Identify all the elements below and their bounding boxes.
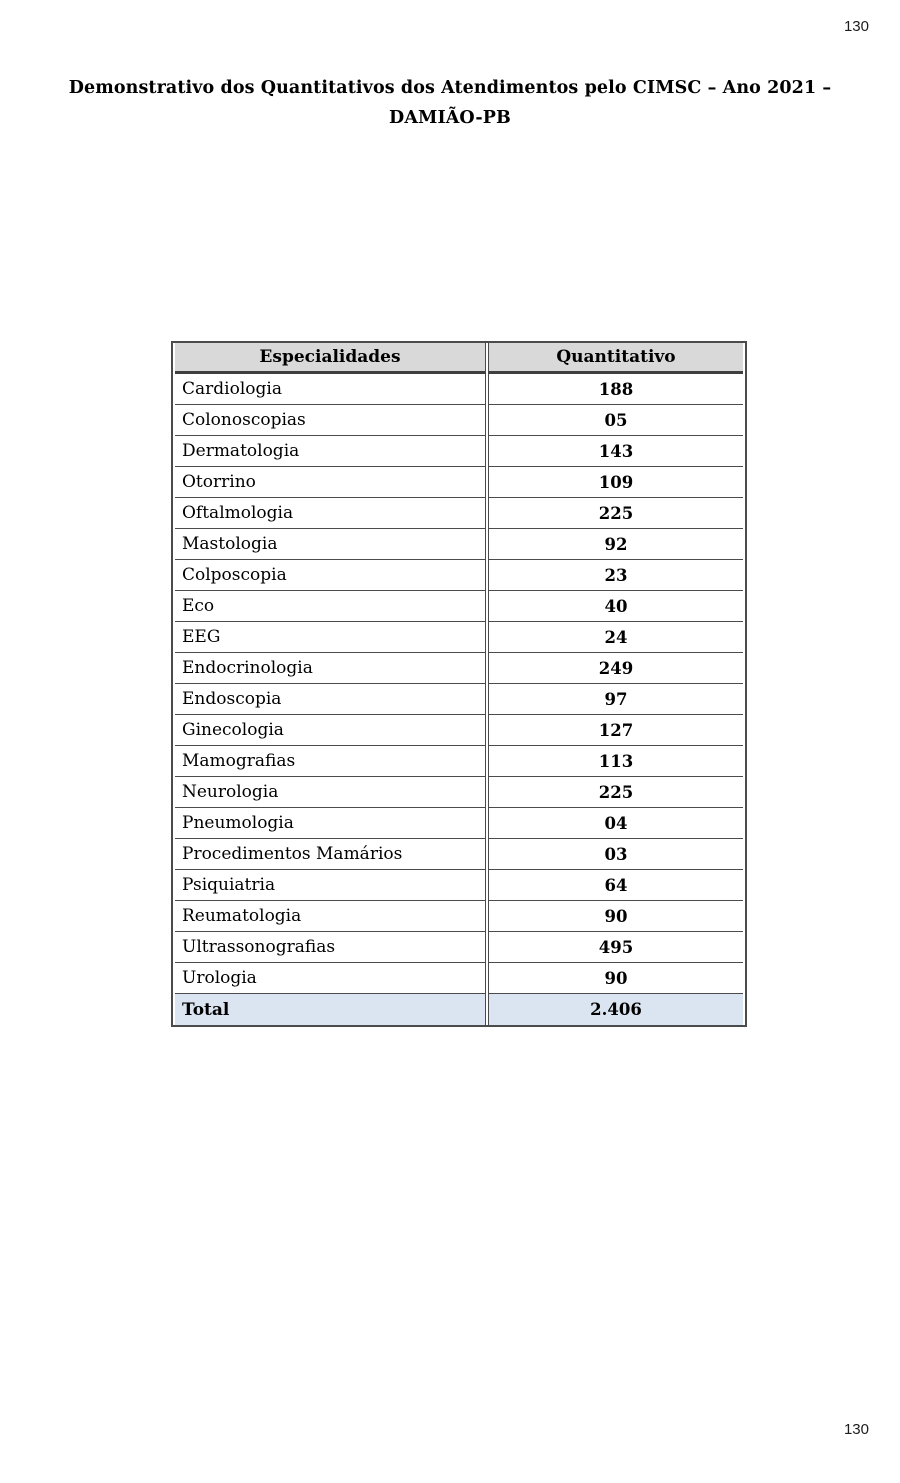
table-row xyxy=(175,467,743,498)
quantity-cell: 495 xyxy=(488,932,743,963)
table-row xyxy=(175,498,743,529)
quantity-cell: 109 xyxy=(488,467,743,498)
table-row xyxy=(175,591,743,622)
column-header-quantitativo: Quantitativo xyxy=(488,343,743,374)
specialty-cell: EEG xyxy=(175,622,486,653)
page-number-top: 130 xyxy=(843,18,869,35)
table-row xyxy=(175,746,743,777)
quantitative-table xyxy=(171,341,747,1027)
table-row xyxy=(175,529,743,560)
table-row xyxy=(175,653,743,684)
table-row xyxy=(175,405,743,436)
specialty-cell: Neurologia xyxy=(175,777,486,808)
table-row xyxy=(175,901,743,932)
column-header-especialidades: Especialidades xyxy=(175,343,486,374)
specialty-cell: Eco xyxy=(175,591,486,622)
specialty-cell: Psiquiatria xyxy=(175,870,486,901)
table-row xyxy=(175,839,743,870)
specialty-cell: Otorrino xyxy=(175,467,486,498)
table-row xyxy=(175,870,743,901)
specialty-cell: Ultrassonografias xyxy=(175,932,486,963)
quantity-cell: 64 xyxy=(488,870,743,901)
quantity-cell: 24 xyxy=(488,622,743,653)
quantity-cell: 23 xyxy=(488,560,743,591)
quantity-cell: 03 xyxy=(488,839,743,870)
quantity-cell: 225 xyxy=(488,777,743,808)
specialty-cell: Mastologia xyxy=(175,529,486,560)
quantity-cell: 225 xyxy=(488,498,743,529)
table-row xyxy=(175,436,743,467)
specialty-cell: Procedimentos Mamários xyxy=(175,839,486,870)
specialty-cell: Mamografias xyxy=(175,746,486,777)
quantity-cell: 97 xyxy=(488,684,743,715)
table-row xyxy=(175,560,743,591)
specialty-cell: Reumatologia xyxy=(175,901,486,932)
table-row xyxy=(175,374,743,405)
total-row xyxy=(175,994,743,1025)
quantity-cell: 113 xyxy=(488,746,743,777)
quantity-cell: 90 xyxy=(488,963,743,994)
quantity-cell: 40 xyxy=(488,591,743,622)
specialty-cell: Cardiologia xyxy=(175,374,486,405)
page-title-line-1: Demonstrativo dos Quantitativos dos Atendimentos pelo CIMSC – Ano 2021 – xyxy=(68,78,832,98)
specialty-cell: Endoscopia xyxy=(175,684,486,715)
page-title xyxy=(40,73,860,133)
table-row xyxy=(175,684,743,715)
specialty-cell: Colonoscopias xyxy=(175,405,486,436)
page-number-bottom: 130 xyxy=(843,1421,869,1438)
quantity-cell: 249 xyxy=(488,653,743,684)
quantity-cell: 90 xyxy=(488,901,743,932)
quantity-cell: 143 xyxy=(488,436,743,467)
total-label-cell: Total xyxy=(175,994,486,1025)
quantity-cell: 127 xyxy=(488,715,743,746)
specialty-cell: Oftalmologia xyxy=(175,498,486,529)
table-row xyxy=(175,963,743,994)
quantity-cell: 04 xyxy=(488,808,743,839)
specialty-cell: Dermatologia xyxy=(175,436,486,467)
total-value-cell: 2.406 xyxy=(488,994,743,1025)
table-row xyxy=(175,622,743,653)
specialty-cell: Pneumologia xyxy=(175,808,486,839)
quantity-cell: 188 xyxy=(488,374,743,405)
specialty-cell: Colposcopia xyxy=(175,560,486,591)
specialty-cell: Ginecologia xyxy=(175,715,486,746)
specialty-cell: Endocrinologia xyxy=(175,653,486,684)
page-title-line-2: DAMIÃO-PB xyxy=(389,108,511,128)
quantity-cell: 92 xyxy=(488,529,743,560)
table-header-row xyxy=(175,343,743,374)
table-row xyxy=(175,715,743,746)
table-row xyxy=(175,932,743,963)
table-body xyxy=(175,374,743,994)
table-row xyxy=(175,808,743,839)
quantity-cell: 05 xyxy=(488,405,743,436)
specialty-cell: Urologia xyxy=(175,963,486,994)
table-row xyxy=(175,777,743,808)
